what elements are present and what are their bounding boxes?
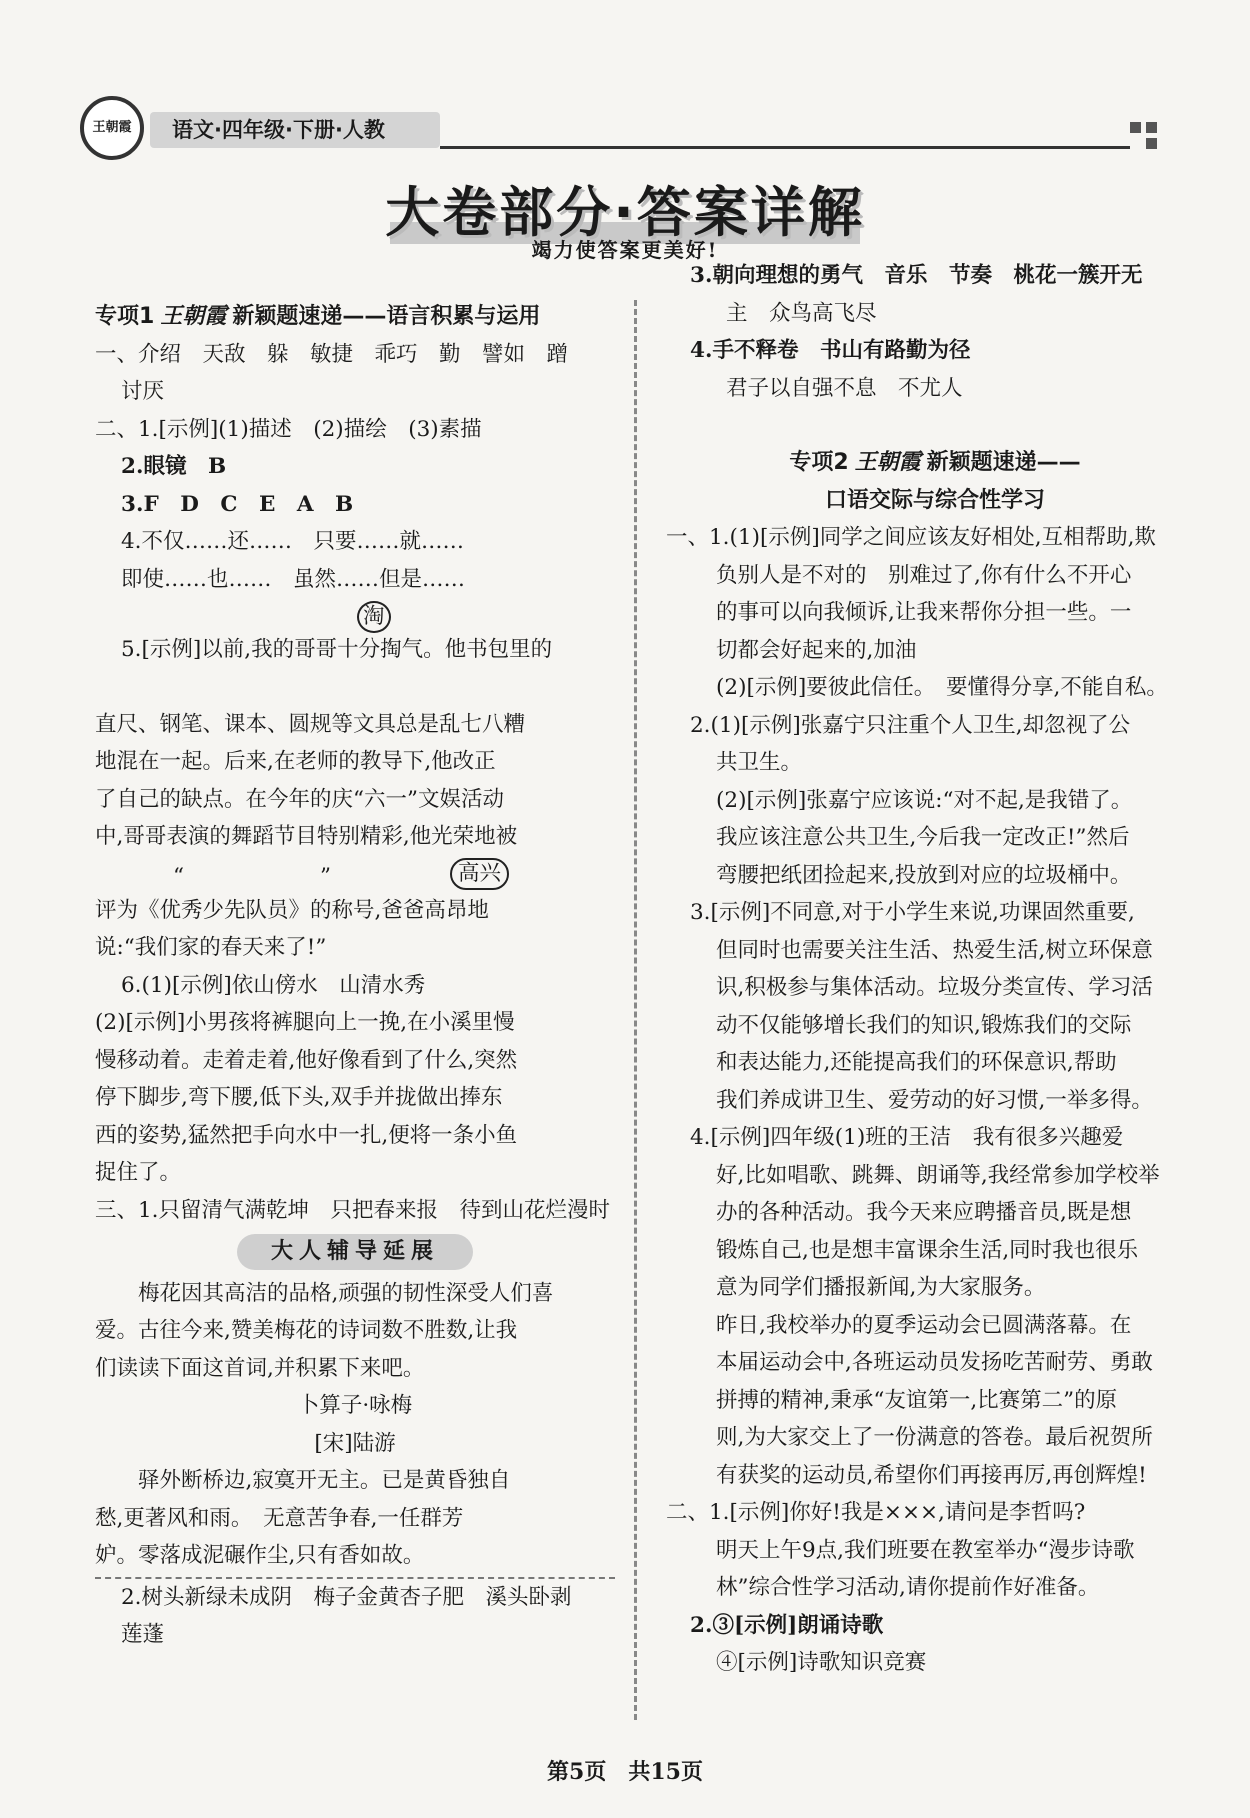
answer-line: 好,比如唱歌、跳舞、朗诵等,我经常参加学校举 (716, 1162, 1160, 1188)
answer-line: (2)[示例]要彼此信任。 要懂得分享,不能自私。 (716, 675, 1168, 700)
extension-line: 们读读下面这首词,并积累下来吧。 (95, 1355, 425, 1381)
answer-line: 3.[示例]不同意,对于小学生来说,功课固然重要, (690, 900, 1135, 925)
answer-line: 4.不仅……还…… 只要……就…… (121, 529, 465, 554)
answer-line: 二、1.[示例](1)描述 (2)描绘 (3)素描 (95, 416, 482, 442)
extension-band-wrap (95, 1233, 615, 1271)
answer-line: 办的各种活动。我今天来应聘播音员,既是想 (716, 1200, 1132, 1225)
answer-line: 3.F D C E A B (121, 491, 354, 517)
answer-line: 2.眼镜 B (121, 454, 227, 479)
answer-line: 6.(1)[示例]依山傍水 山清水秀 (121, 972, 426, 998)
header-rule (440, 146, 1130, 149)
answer-line: 慢移动着。走着走着,他好像看到了什么,突然 (95, 1047, 518, 1073)
answer-line: 二、1.[示例]你好!我是×××,请问是李哲吗? (666, 1500, 1086, 1525)
corner-square-1 (1130, 122, 1141, 133)
answer-line: (2)[示例]张嘉宁应该说:“对不起,是我错了。 (716, 787, 1133, 813)
answer-line: 西的姿势,猛然把手向水中一扎,便将一条小鱼 (95, 1122, 518, 1148)
right-column (666, 257, 1180, 1682)
answer-line: 拼搏的精神,秉承“友谊第一,比赛第二”的原 (716, 1387, 1118, 1413)
answer-line: 三、1.只留清气满乾坤 只把春来报 待到山花烂漫时 (95, 1197, 611, 1223)
answer-line: 我应该注意公共卫生,今后我一定改正!”然后 (716, 825, 1130, 850)
section-1-heading (95, 298, 615, 336)
answer-line: 锻炼自己,也是想丰富课余生活,同时我也很乐 (716, 1237, 1139, 1263)
answer-line: 共卫生。 (716, 750, 803, 775)
answer-line: 讨厌 (121, 379, 165, 404)
answer-line: 停下脚步,弯下腰,低下头,双手并拢做出捧东 (95, 1085, 503, 1110)
answer-line: 主 众鸟高飞尽 (726, 300, 877, 326)
page-slogan: 竭力使答案更美好! (531, 238, 719, 262)
answer-line: 我们养成讲卫生、爱劳动的好习惯,一举多得。 (716, 1087, 1153, 1113)
poem-line: 驿外断桥边,寂寞开无主。已是黄昏独自 (138, 1468, 511, 1493)
correction-row-1 (95, 598, 615, 631)
section-2-brand: 王朝霞 (854, 449, 921, 475)
correction-row-2 (95, 856, 615, 892)
extension-line: 爱。古往今来,赞美梅花的诗词数不胜数,让我 (95, 1318, 518, 1343)
answer-line: 地混在一起。后来,在老师的教导下,他改正 (95, 749, 496, 774)
left-column (95, 298, 615, 1654)
answer-line: 莲蓬 (121, 1622, 165, 1647)
column-divider (634, 300, 637, 1720)
corner-square-3 (1146, 138, 1157, 149)
section-1-title: 新颖题速递——语言积累与运用 (232, 304, 541, 329)
answer-line: 说:“我们家的春天来了!” (95, 935, 327, 960)
correction-mark: 高兴 (450, 858, 509, 890)
section-2-subtitle: 口语交际与综合性学习 (824, 487, 1045, 513)
answer-line: 有获奖的运动员,希望你们再接再厉,再创辉煌! (716, 1462, 1147, 1488)
corner-square-2 (1146, 122, 1157, 133)
poem-author: [宋]陆游 (314, 1430, 396, 1456)
answer-line: 2.③[示例]朗诵诗歌 (690, 1612, 884, 1638)
answer-line: 和表达能力,还能提高我们的环保意识,帮助 (716, 1050, 1117, 1075)
answer-line: 3.朝向理想的勇气 音乐 节奏 桃花一簇开无 (690, 263, 1143, 288)
answer-line: 则,为大家交上了一份满意的答卷。最后祝贺所 (716, 1425, 1153, 1450)
answer-line: 捉住了。 (95, 1160, 182, 1185)
section-2-label: 专项2 (789, 450, 849, 475)
answer-line: 评为《优秀少先队员》的称号,爸爸高昂地 (95, 897, 489, 923)
logo-text: 王朝霞 (92, 120, 132, 135)
answer-line: 2.(1)[示例]张嘉宁只注重个人卫生,却忽视了公 (690, 712, 1131, 738)
correction-mark: “ (173, 863, 184, 889)
answer-line: 明天上午9点,我们班要在教室举办“漫步诗歌 (716, 1537, 1135, 1563)
extension-line: 梅花因其高洁的品格,顽强的韧性深受人们喜 (138, 1280, 554, 1306)
section-2-heading (690, 444, 1180, 482)
spacer (690, 407, 1180, 444)
poem-line: 愁,更著风和雨。 无意苦争春,一任群芳 (95, 1505, 464, 1531)
answer-line: 一、1.(1)[示例]同学之间应该友好相处,互相帮助,欺 (666, 525, 1156, 550)
extension-band: 大人辅导延展 (237, 1234, 473, 1270)
answer-line: 即使……也…… 虽然……但是…… (121, 566, 466, 592)
answer-line: 的事可以向我倾诉,让我来帮你分担一些。一 (716, 600, 1132, 625)
answer-line: 4.[示例]四年级(1)班的王洁 我有很多兴趣爱 (690, 1125, 1124, 1150)
answer-line: 弯腰把纸团捡起来,投放到对应的垃圾桶中。 (716, 862, 1132, 888)
correction-mark: 淘 (357, 601, 391, 633)
poem-line: 妒。零落成泥碾作尘,只有香如故。 (95, 1543, 425, 1568)
answer-line: 意为同学们播报新闻,为大家服务。 (716, 1275, 1046, 1300)
answer-line: 切都会好起来的,加油 (716, 637, 917, 663)
answer-line: 本届运动会中,各班运动员发扬吃苦耐劳、勇敢 (716, 1350, 1153, 1375)
spacer (95, 669, 615, 706)
correction-mark: ” (320, 863, 331, 889)
section-1-brand: 王朝霞 (160, 303, 227, 329)
answer-line: 2.树头新绿未成阴 梅子金黄杏子肥 溪头卧剥 (121, 1584, 572, 1610)
answer-line: 4.手不释卷 书山有路勤为径 (690, 338, 971, 363)
answer-line: 5.[示例]以前,我的哥哥十分掏气。他书包里的 (121, 637, 553, 662)
answer-line: 林”综合性学习活动,请你提前作好准备。 (716, 1575, 1100, 1600)
answer-line: 识,积极参与集体活动。垃圾分类宣传、学习活 (716, 975, 1153, 1000)
answer-line: 但同时也需要关注生活、热爱生活,树立环保意 (716, 937, 1153, 963)
answer-line: 中,哥哥表演的舞蹈节目特别精彩,他光荣地被 (95, 824, 518, 849)
answer-line: 君子以自强不息 不尤人 (726, 375, 963, 401)
answer-line: 直尺、钢笔、课本、圆规等文具总是乱七八糟 (95, 711, 526, 737)
answer-line: 一、介绍 天敌 躲 敏捷 乖巧 勤 譬如 蹭 (95, 341, 569, 367)
answer-line: 了自己的缺点。在今年的庆“六一”文娱活动 (95, 786, 504, 812)
page-title: 大卷部分·答案详解 (385, 181, 865, 244)
answer-line: (2)[示例]小男孩将裤腿向上一挽,在小溪里慢 (95, 1010, 515, 1035)
subject-label: 语文·四年级·下册·人教 (150, 112, 440, 148)
answer-line: 负别人是不对的 别难过了,你有什么不开心 (716, 562, 1132, 588)
section-1-label: 专项1 (95, 304, 155, 329)
answer-line: ④[示例]诗歌知识竞赛 (716, 1650, 927, 1675)
section-2-title: 新颖题速递—— (926, 450, 1081, 475)
answer-line: 昨日,我校举办的夏季运动会已圆满落幕。在 (716, 1312, 1132, 1338)
poem-title: 卜算子·咏梅 (297, 1393, 413, 1418)
page-footer: 第5页 共15页 (547, 1759, 703, 1785)
publisher-logo (80, 96, 144, 160)
answer-line: 动不仅能够增长我们的知识,锻炼我们的交际 (716, 1012, 1132, 1038)
